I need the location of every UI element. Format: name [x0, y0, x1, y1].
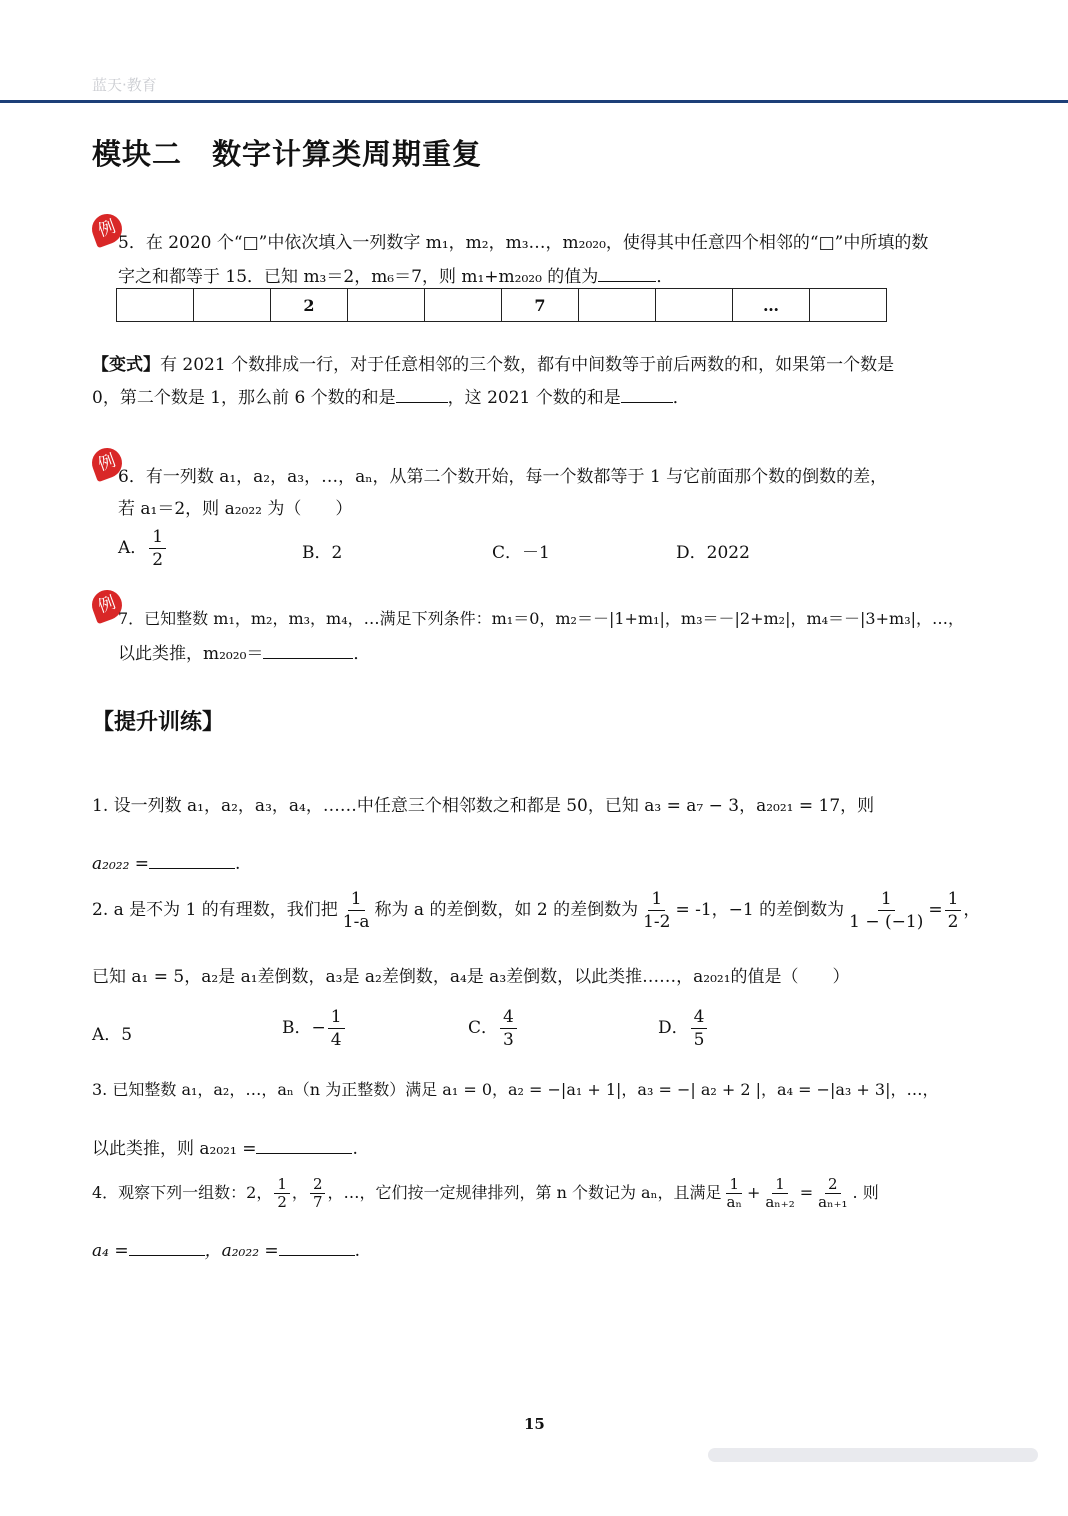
ex7-line1: 7．已知整数 m₁，m₂，m₃，m₄，…满足下列条件：m₁＝0，m₂＝－|1+m₁|，m₃＝－|2+m₂|，m₄＝－|3+m₃|，…，	[118, 609, 964, 628]
example-badge-icon: 例	[88, 586, 126, 624]
answer-blank[interactable]	[621, 384, 673, 403]
q1-line1: 1. 设一列数 a₁，a₂，a₃，a₄，……中任意三个相邻数之和都是 50，已知 a₃ = a₇ − 3，a₂₀₂₁ = 17，则	[92, 796, 875, 816]
ex5-line2: 字之和都等于 15．已知 m₃＝2，m₆＝7，则 m₁+m₂₀₂₀ 的值为 ．	[118, 263, 673, 288]
answer-blank[interactable]	[396, 384, 448, 403]
ex7-line2: 以此类推，m₂₀₂₀＝ ．	[118, 640, 370, 665]
ex6-line2: 若 a₁＝2，则 a₂₀₂₂ 为（ ）	[118, 499, 353, 519]
ex5-line1: 5．在 2020 个“□”中依次填入一列数字 m₁，m₂，m₃…，m₂₀₂₀，使得其中任意四个相邻的“□”中所填的数	[118, 233, 929, 253]
watermark-bar	[708, 1448, 1038, 1462]
q2-option-d: D． $\frac{4}{5}$	[658, 1006, 709, 1051]
grid-cell	[425, 289, 502, 322]
q1-line2: a₂₀₂₂ = .	[92, 850, 240, 874]
variant-line2: 0，第二个数是 1，那么前 6 个数的和是 ，这 2021 个数的和是 ．	[92, 384, 690, 409]
q2-line1: 2. a 是不为 1 的有理数，我们把 $\frac{1}{1-a}$ 称为 a 的差倒数，如 2 的差倒数为 $\frac{1}{1-2}$ = -1，−1 的差倒数为 $\frac{1}{1 - (-1)}$ = $\frac{1}{2}$ ，	[92, 889, 981, 932]
answer-blank[interactable]	[149, 850, 235, 869]
grid-cell	[348, 289, 425, 322]
page-number: 15	[524, 1415, 545, 1433]
example-badge-icon: 例	[88, 210, 126, 248]
q4-line1: 4．观察下列一组数：2， $\frac{1}{2}$ ， $\frac{2}{7}$ ，…，它们按一定规律排列，第 n 个数记为 aₙ，且满足 $\frac{1}{\text{aₙ}}$ + $\frac{1}{\text{aₙ₊₂}}$ = $\frac{2}{\text{aₙ₊₁}}$ . 则	[92, 1175, 879, 1211]
example-badge-icon: 例	[88, 444, 126, 482]
answer-blank[interactable]	[129, 1237, 205, 1256]
ex6-option-c: C．－1	[492, 543, 550, 563]
header-faint-text: 蓝天·教育	[92, 76, 157, 94]
grid-cell	[579, 289, 656, 322]
grid-cell	[117, 289, 194, 322]
header-rule	[0, 100, 1068, 103]
grid-cell	[656, 289, 733, 322]
ex6-option-a: A． $\frac{1}{2}$	[118, 526, 168, 571]
q2-option-c: C． $\frac{4}{3}$	[468, 1006, 519, 1051]
answer-blank[interactable]	[263, 640, 353, 659]
grid-cell: 7	[502, 289, 579, 322]
answer-blank[interactable]	[598, 263, 656, 282]
ex6-option-b: B．2	[302, 543, 343, 563]
q3-line2: 以此类推，则 a₂₀₂₁ = .	[92, 1134, 358, 1159]
q2-option-b: B．− $\frac{1}{4}$	[282, 1006, 347, 1051]
q2-line2: 已知 a₁ = 5，a₂是 a₁差倒数，a₃是 a₂差倒数，a₄是 a₃差倒数，以此类推……，a₂₀₂₁的值是（ ）	[92, 967, 850, 987]
page-title: 模块二 数字计算类周期重复	[92, 137, 483, 171]
section-heading: 【提升训练】	[92, 710, 225, 735]
ex6-option-d: D．2022	[676, 543, 750, 563]
q4-line2: a₄ = ，a₂₀₂₂ = .	[92, 1236, 360, 1261]
answer-blank[interactable]	[256, 1135, 352, 1154]
q3-line1: 3. 已知整数 a₁，a₂，…，aₙ（n 为正整数）满足 a₁ = 0，a₂ = −|a₁ + 1|，a₃ = −| a₂ + 2 |，a₄ = −|a₃ + 3|，…，	[92, 1080, 939, 1099]
q2-option-a: A．5	[92, 1025, 133, 1045]
variant-line1: 【变式】有 2021 个数排成一行，对于任意相邻的三个数，都有中间数等于前后两数的和，如果第一个数是	[92, 355, 895, 375]
grid-cell	[194, 289, 271, 322]
grid-cell: …	[733, 289, 810, 322]
grid-cell: 2	[271, 289, 348, 322]
number-grid	[116, 288, 887, 322]
grid-cell	[810, 289, 887, 322]
ex6-line1: 6．有一列数 a₁，a₂，a₃，…，aₙ，从第二个数开始，每一个数都等于 1 与它前面那个数的倒数的差，	[118, 467, 888, 487]
answer-blank[interactable]	[279, 1237, 355, 1256]
